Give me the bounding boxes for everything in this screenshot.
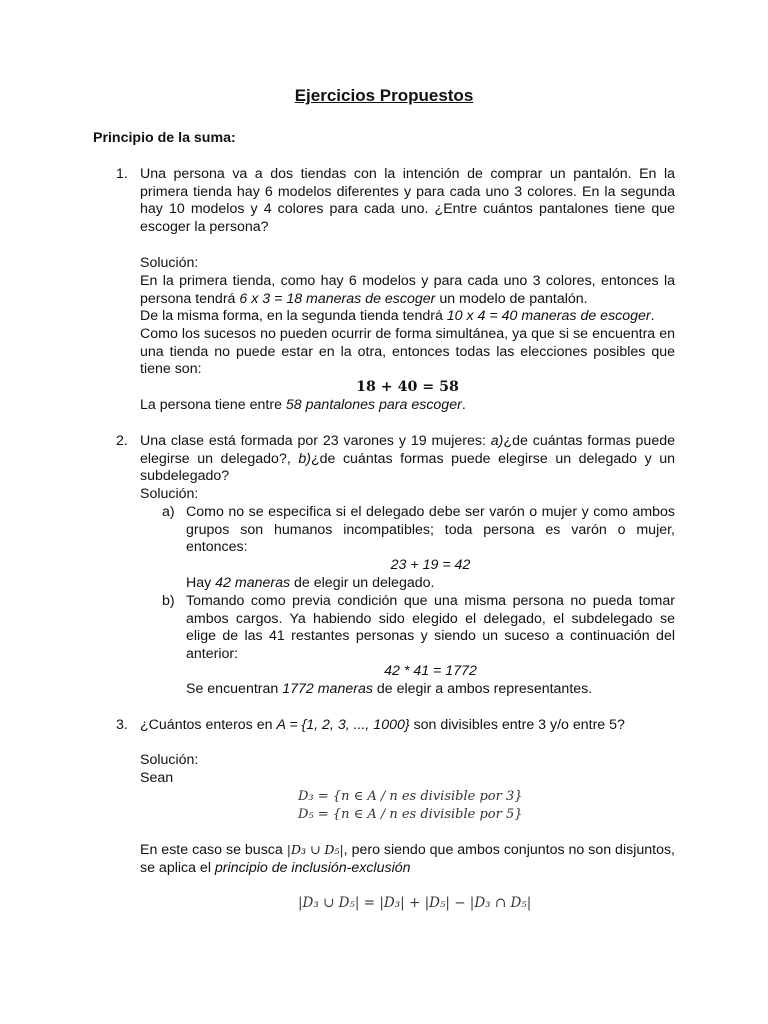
- text-run-italic: A = {1, 2, 3, ..., 1000}: [276, 717, 410, 733]
- text-run: En este caso se busca: [140, 842, 287, 858]
- exercise-1-paragraph-3: Como los sucesos no pueden ocurrir de forma simultánea, ya que si se encuentra en una tienda no puede estar en la otra, entonces todas las elecciones posibles que tiene son:: [140, 326, 675, 378]
- exercise-1-statement: Una persona va a dos tiendas con la intención de comprar un pantalón. En la primera tienda hay 6 modelos diferentes y para cada uno 3 colores. En la segunda hay 10 modelos y 4 colores para cada uno. ¿Entre cuántos pantalones tiene que escoger la persona?: [140, 166, 675, 235]
- part-b-equation: [186, 663, 675, 681]
- part-b-label: b): [162, 593, 175, 609]
- part-a-result: [186, 575, 675, 593]
- text-run-italic: 1772 maneras: [282, 681, 373, 697]
- part-a-text: Como no se especifica si el delegado debe ser varón o mujer y como ambos grupos son humanos incompatibles; toda persona es varón o mujer, entonces:: [186, 504, 675, 556]
- inclusion-exclusion-formula: |D₃ ∪ D₅| = |D₃| + |D₅| − |D₃ ∩ D₅|: [298, 895, 532, 911]
- exercise-3-statement: [140, 717, 675, 735]
- text-run-italic: 42 maneras: [215, 575, 291, 591]
- set-definitions: [298, 788, 523, 824]
- exercise-2-solution-label: Solución:: [140, 486, 199, 502]
- set-d3-definition: D₃ = {n ∈ A / n es divisible por 3}: [298, 789, 523, 804]
- exercise-2-statement: [140, 433, 675, 486]
- text-run: son divisibles entre 3 y/o entre 5?: [409, 717, 625, 733]
- exercise-1-equation: 18 + 40 = 58: [356, 379, 459, 395]
- exercise-1-paragraph-2: [140, 308, 675, 326]
- text-run-italic: 10 x 4 = 40 maneras de escoger: [446, 308, 651, 324]
- text-run: .: [650, 308, 655, 324]
- exercise-3-solution-label: Solución:: [140, 752, 199, 768]
- section-heading: Principio de la suma:: [93, 130, 236, 146]
- set-d5-definition: D₅ = {n ∈ A / n es divisible por 5}: [298, 807, 523, 822]
- text-run-italic: 58 pantalones para escoger: [285, 397, 462, 413]
- text-run: , pero siendo que ambos conjuntos no son disjuntos, se aplica el: [140, 842, 675, 876]
- exercise-1-result: [140, 397, 675, 415]
- text-run: La persona tiene entre: [140, 397, 286, 413]
- exercise-2-number: 2.: [116, 433, 128, 449]
- part-a-equation: [186, 557, 675, 575]
- inline-math: |D₃ ∪ D₅|: [286, 842, 344, 857]
- text-run: ¿de cuántas formas puede elegirse un delegado y un subdelegado?: [140, 450, 675, 485]
- page-title: Ejercicios Propuestos: [294, 86, 474, 105]
- equation-text: 42 * 41 = 1772: [384, 663, 477, 679]
- part-b-text: Tomando como previa condición que una misma persona no pueda tomar ambos cargos. Ya habiendo sido elegido el delegado, el subdelegado se elige de las 41 restantes personas y siendo un suceso a continuación del anterior:: [186, 593, 675, 662]
- exercise-3-sean: Sean: [140, 770, 174, 786]
- part-a-label: a): [162, 504, 175, 520]
- part-b-result: [186, 681, 675, 699]
- text-run: de elegir a ambos representantes.: [372, 681, 593, 697]
- text-run-italic: b): [298, 450, 311, 467]
- exercise-1-paragraph-1: [140, 273, 675, 308]
- text-run: En la primera tienda, como hay 6 modelos y para cada uno 3 colores, entonces la persona tendrá: [140, 273, 675, 307]
- text-run-italic: principio de inclusión-exclusión: [214, 859, 411, 876]
- exercise-1-solution-label: Solución:: [140, 255, 199, 271]
- text-run: un modelo de pantalón.: [435, 290, 588, 307]
- text-run: de elegir un delegado.: [290, 575, 435, 591]
- text-run: Hay: [186, 575, 216, 591]
- text-run: ¿de cuántas formas puede elegirse un delegado?,: [140, 433, 675, 467]
- text-run: Una clase está formada por 23 varones y 19 mujeres:: [140, 433, 491, 449]
- text-run-italic: 6 x 3 = 18 maneras de escoger: [239, 290, 436, 307]
- text-run: .: [461, 397, 466, 413]
- text-run: Se encuentran: [186, 681, 283, 697]
- text-run: ¿Cuántos enteros en: [140, 717, 277, 733]
- exercise-3-number: 3.: [116, 717, 128, 733]
- exercise-1-number: 1.: [116, 166, 128, 182]
- text-run-italic: a): [490, 433, 504, 449]
- text-run: De la misma forma, en la segunda tienda tendrá: [140, 308, 447, 324]
- equation-text: 23 + 19 = 42: [390, 557, 471, 573]
- exercise-3-explanation: [140, 841, 675, 877]
